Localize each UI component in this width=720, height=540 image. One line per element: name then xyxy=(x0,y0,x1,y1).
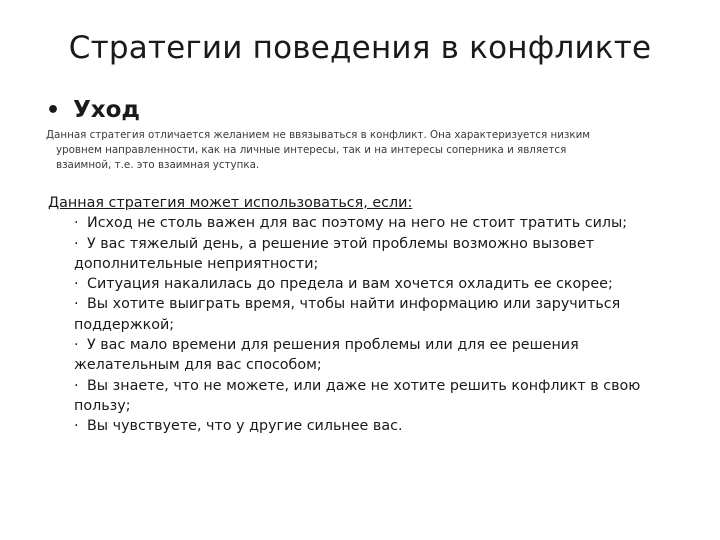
description-line: взаимной, т.е. это взаимная уступка. xyxy=(56,159,260,171)
list-item xyxy=(74,294,688,335)
list-item-text: Вы знаете, что не можете, или даже не хотите решить конфликт в свою xyxy=(87,377,641,394)
list-item-continuation: дополнительные неприятности; xyxy=(74,255,319,272)
list-item xyxy=(74,416,688,436)
bullet-icon: · xyxy=(74,235,79,252)
list-item xyxy=(74,234,688,275)
bullet-icon: · xyxy=(74,215,79,232)
list-item-text: Ситуация накалилась до предела и вам хочется охладить ее скорее; xyxy=(87,276,613,293)
bullet-icon: · xyxy=(74,276,79,293)
usage-conditions xyxy=(48,193,688,437)
bullet-icon: · xyxy=(74,418,79,435)
list-item xyxy=(74,335,688,376)
section-heading-text: Уход xyxy=(73,97,141,123)
description-line: уровнем направленности, как на личные интересы, так и на интересы соперника и является xyxy=(56,144,567,156)
list-intro: Данная стратегия может использоваться, если: xyxy=(48,195,413,211)
conditions-list xyxy=(48,213,688,436)
list-item-text: У вас мало времени для решения проблемы или для ее решения xyxy=(87,337,579,354)
slide-title: Стратегии поведения в конфликте xyxy=(68,30,652,66)
list-item xyxy=(74,376,688,417)
bullet-icon: • xyxy=(46,97,61,123)
bullet-icon: · xyxy=(74,377,79,394)
list-item xyxy=(74,274,688,294)
bullet-icon: · xyxy=(74,296,79,313)
list-item-continuation: желательным для вас способом; xyxy=(74,357,322,374)
section-heading xyxy=(46,97,140,123)
list-item-text: Вы хотите выиграть время, чтобы найти информацию или заручиться xyxy=(87,296,621,313)
strategy-description xyxy=(46,128,666,173)
description-line: Данная стратегия отличается желанием не ввязываться в конфликт. Она характеризуется низким xyxy=(46,129,591,141)
bullet-icon: · xyxy=(74,337,79,354)
list-item xyxy=(74,213,688,233)
list-item-continuation: поддержкой; xyxy=(74,316,175,333)
list-item-text: Исход не столь важен для вас поэтому на него не стоит тратить силы; xyxy=(87,215,628,232)
list-item-continuation: пользу; xyxy=(74,397,131,414)
list-item-text: Вы чувствуете, что у другие сильнее вас. xyxy=(87,418,403,435)
list-item-text: У вас тяжелый день, а решение этой проблемы возможно вызовет xyxy=(87,235,595,252)
